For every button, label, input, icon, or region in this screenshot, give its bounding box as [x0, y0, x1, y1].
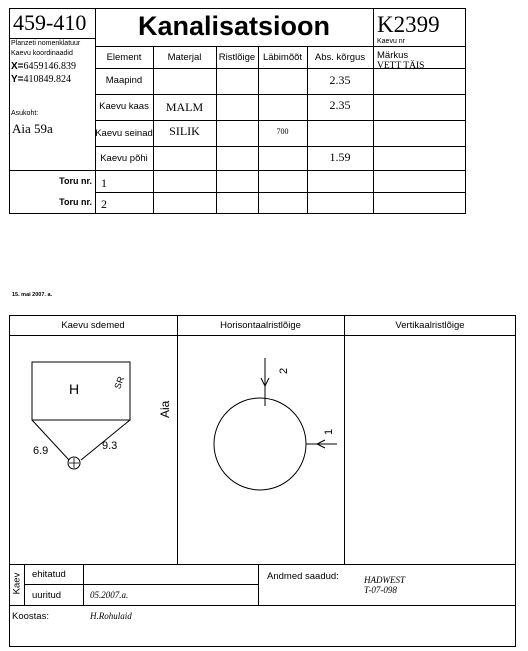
street-name: Aia — [158, 400, 172, 418]
footer-top-line — [9, 564, 516, 565]
row-element-ground: Maapind — [105, 75, 143, 86]
coords-label: Kaevu koordinaadid — [11, 50, 73, 57]
data-source-value: HADWEST — [364, 575, 405, 585]
footer-label-divider — [24, 564, 25, 605]
row-element-lid: Kaevu kaas — [99, 101, 149, 112]
compiled-value: H.Rohulaid — [90, 611, 132, 621]
y-prefix: Y= — [11, 74, 24, 85]
footer-bottom-line — [9, 605, 516, 606]
panel-title-vertical: Vertikaalristlõige — [395, 320, 465, 331]
row-element-walls: Kaevu seinad — [95, 128, 153, 139]
panel-title-horizontal: Horisontaalristlõige — [220, 320, 301, 331]
date-stamp: 15. mai 2007. a. — [12, 292, 53, 298]
remarks-divider — [373, 8, 374, 214]
info-bottom-line — [9, 170, 95, 171]
row-element-bottom: Kaevu põhi — [100, 153, 148, 164]
data-source-code: T-07-098 — [364, 585, 397, 595]
pipe-1-label: 1 — [323, 428, 335, 435]
x-value: 6459146.839 — [23, 61, 77, 72]
pipe-2-label: 2 — [278, 367, 290, 374]
sheet-code-underline — [9, 38, 95, 39]
location-value: Aia 59a — [12, 121, 53, 136]
horizontal-section — [177, 336, 344, 564]
pipe-label-2: Toru nr. — [59, 197, 92, 207]
pipe-number-2: 2 — [101, 197, 107, 211]
remarks-label: Märkus — [377, 50, 409, 61]
well-code: K2399 — [377, 12, 440, 37]
row-line-4 — [95, 146, 466, 147]
data-source-label: Andmed saadud: — [267, 571, 339, 582]
row-height-ground: 2.35 — [329, 73, 351, 87]
well-label: Kaevu nr — [377, 38, 406, 45]
row-diameter-walls: 700 — [276, 127, 289, 136]
y-coordinate — [11, 74, 71, 85]
title-row-line — [95, 46, 466, 47]
x-coordinate — [11, 61, 76, 72]
compiled-label: Koostas: — [12, 611, 49, 622]
row-height-bottom: 1.59 — [329, 150, 351, 164]
surveyed-value: 05.2007.a. — [90, 590, 129, 600]
footer-section-divider — [258, 564, 259, 605]
location-sketch — [9, 336, 177, 564]
row-material-lid: MALM — [165, 100, 204, 114]
row-material-walls: SILIK — [169, 124, 200, 138]
pipe-label-1: Toru nr. — [59, 176, 92, 186]
well-side-label: Kaev — [11, 572, 23, 595]
row-line-5 — [95, 170, 466, 171]
distance-right: 9.3 — [102, 440, 118, 452]
sheet-label: Planzeti nomenklatuur — [11, 40, 81, 47]
y-value: 410849.824 — [23, 74, 72, 85]
building-note: SR — [112, 375, 127, 391]
panel-divider-2 — [344, 315, 345, 564]
col-header-height: Abs. kõrgus — [314, 52, 366, 63]
well-cross-section — [214, 398, 306, 490]
row-line-1 — [95, 68, 466, 69]
remarks-value: VETT TÄIS — [377, 61, 425, 71]
col-divider-4 — [307, 46, 308, 214]
col-header-element: Element — [106, 52, 142, 63]
col-header-material: Materjal — [167, 52, 202, 63]
row-height-lid: 2.35 — [329, 98, 351, 112]
building-letter: H — [69, 381, 80, 397]
footer-col-divider — [83, 564, 84, 605]
sheet-code: 459-410 — [13, 10, 87, 35]
x-prefix: X= — [11, 61, 24, 72]
row-line-6 — [95, 192, 466, 193]
row-line-3 — [95, 120, 466, 121]
surveyed-label: uuritud — [32, 590, 62, 601]
col-header-section: Ristlõige — [218, 52, 256, 63]
built-label: ehitatud — [32, 569, 66, 580]
col-header-diameter: Läbimõõt — [262, 52, 303, 63]
location-label: Asukoht: — [11, 110, 39, 117]
building-outline — [32, 362, 130, 420]
distance-left: 6.9 — [33, 445, 49, 457]
col-divider-2 — [216, 46, 217, 214]
footer-mid-line — [24, 584, 258, 585]
panel-title-sketch: Kaevu sdemed — [61, 320, 125, 331]
pipe-number-1: 1 — [101, 176, 107, 190]
row-line-2 — [95, 94, 466, 95]
document-title: Kanalisatsioon — [137, 11, 331, 41]
